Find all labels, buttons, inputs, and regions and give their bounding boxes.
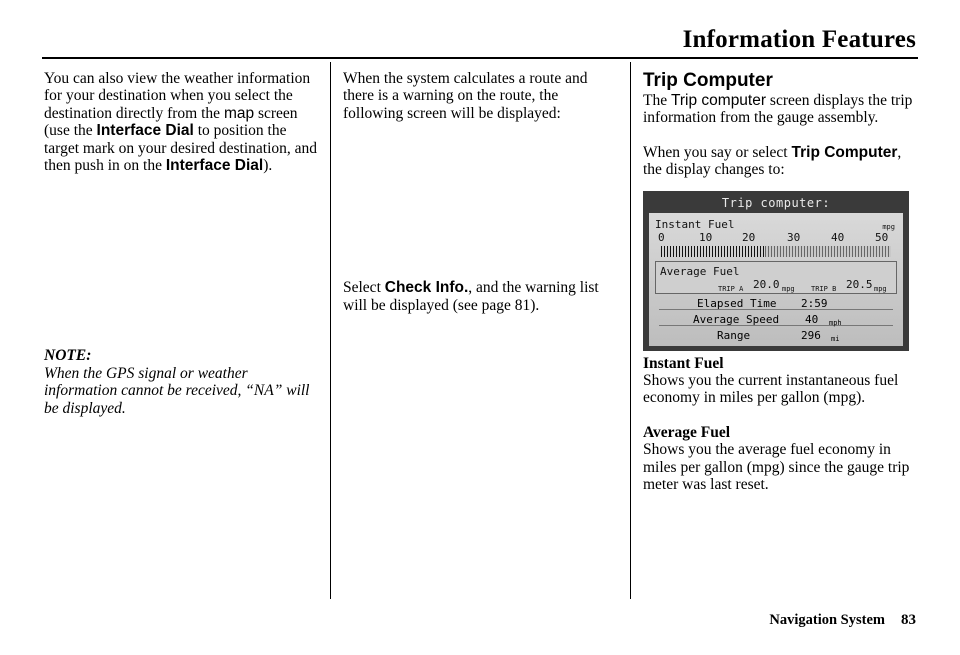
scale-tick: 40: [831, 230, 845, 244]
instant-fuel-label: Instant Fuel: [655, 217, 735, 231]
average-fuel-description: Shows you the average fuel economy in miles per gallon (mpg) since the gauge trip meter was last reset.: [643, 441, 910, 494]
trip-a-label: TRIP A: [718, 284, 744, 293]
range-label: Range: [717, 328, 751, 342]
text-run: You can also view the weather information for your destination when you select the destination directly from the: [44, 70, 311, 122]
column-divider-2: [630, 62, 631, 599]
footer-label: Navigation System: [769, 612, 885, 628]
check-info-paragraph: [343, 279, 621, 314]
trip-computer-screen: [643, 191, 909, 351]
trip-computer-select: [643, 144, 923, 179]
instant-fuel-description: Shows you the current instantaneous fuel economy in miles per gallon (mpg).: [643, 372, 899, 407]
check-info-term: Check Info.: [384, 279, 469, 297]
instant-fuel-heading: Instant Fuel: [643, 354, 724, 372]
interface-dial-term: Interface Dial: [165, 157, 264, 175]
range-unit: mi: [831, 334, 840, 343]
trip-b-label: TRIP B: [811, 284, 837, 293]
screen-title: Trip computer:: [721, 195, 831, 210]
left-column: [44, 70, 319, 417]
header-rule: [42, 57, 918, 59]
average-speed-value: 40: [805, 312, 819, 326]
text-run: ).: [263, 157, 273, 175]
weather-paragraph: [44, 70, 319, 174]
map-term: map: [223, 104, 255, 122]
scale-tick: 10: [699, 230, 713, 244]
trip-b-value: 20.5: [846, 277, 873, 291]
scale-tick: 0: [658, 230, 665, 244]
trip-computer-term: Trip Computer: [791, 143, 898, 161]
text-run: The: [643, 92, 671, 109]
note-body: When the GPS signal or weather information cannot be received, “NA” will be displayed.: [44, 364, 310, 417]
text-run: When you say or select: [643, 143, 792, 161]
text-run: screen displays the trip information from the gauge assembly.: [643, 92, 913, 127]
elapsed-time-row: [659, 295, 893, 310]
page-number: 83: [901, 612, 916, 628]
average-speed-row: [659, 311, 893, 326]
range-value: 296: [801, 328, 821, 342]
text-run: , and the warning list will be displayed (see page 81).: [343, 279, 599, 314]
right-column: [643, 70, 923, 493]
average-speed-label: Average Speed: [693, 312, 780, 326]
text-run: , the display changes to:: [643, 143, 902, 179]
instant-unit: mpg: [882, 222, 895, 231]
instant-fuel-bar-empty: [765, 246, 891, 257]
trip-a-unit: mpg: [782, 284, 795, 293]
text-run: screen (use the: [44, 104, 298, 140]
page-footer: [769, 612, 916, 629]
route-warning-paragraph: When the system calculates a route and there is a warning on the route, the following screen will be displayed:: [343, 70, 588, 122]
screen-panel: [649, 213, 903, 346]
section-heading: Trip Computer: [643, 70, 773, 91]
average-fuel-box: [655, 261, 897, 294]
trip-b-unit: mpg: [874, 284, 887, 293]
scale-tick: 50: [875, 230, 889, 244]
scale-tick: 30: [787, 230, 801, 244]
trip-computer-term: Trip computer: [670, 92, 767, 109]
range-row: [659, 327, 893, 341]
elapsed-time-label: Elapsed Time: [697, 296, 777, 310]
interface-dial-term: Interface Dial: [96, 122, 194, 140]
text-run: Select: [343, 279, 385, 297]
elapsed-time-value: 2:59: [801, 296, 828, 310]
average-fuel-label: Average Fuel: [660, 264, 740, 278]
scale-tick: 20: [742, 230, 756, 244]
note-heading: NOTE:: [44, 347, 92, 365]
middle-column: [343, 70, 621, 314]
average-fuel-heading: Average Fuel: [643, 423, 731, 441]
trip-computer-intro: [643, 92, 923, 127]
trip-a-value: 20.0: [753, 277, 780, 291]
page-section-title: Information Features: [682, 26, 916, 53]
text-run: to position the target mark on your desired destination, and then push in on the: [44, 122, 318, 175]
average-speed-unit: mph: [829, 318, 842, 327]
column-divider-1: [330, 62, 331, 599]
